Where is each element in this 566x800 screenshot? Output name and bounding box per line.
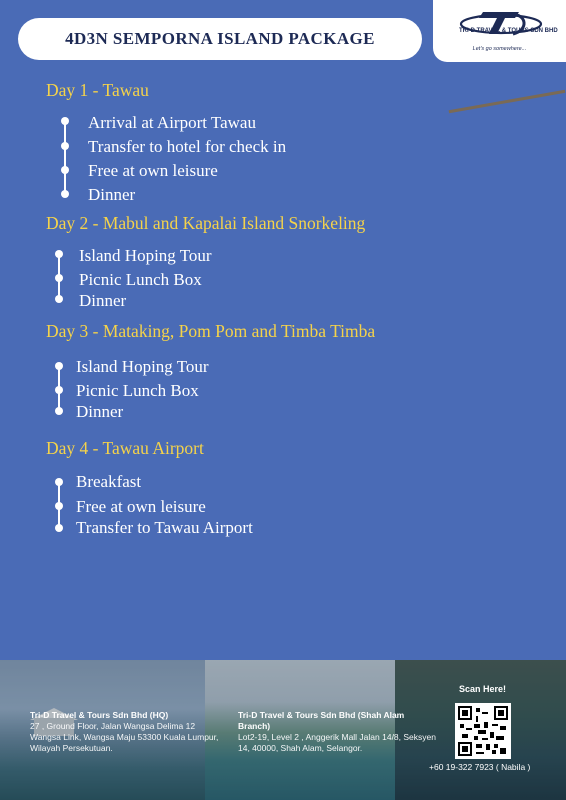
office-address: Lot2-19, Level 2 , Anggerik Mall Jalan 14/8, Seksyen 14, 40000, Shah Alam, Selangor. bbox=[238, 732, 436, 753]
list-item: Picnic Lunch Box bbox=[79, 270, 202, 289]
timeline-dot bbox=[55, 524, 63, 532]
logo-name: TRI-D TRAVEL & TOURS SDN BHD bbox=[459, 28, 558, 34]
timeline-dot bbox=[55, 386, 63, 394]
timeline-dot bbox=[61, 166, 69, 174]
timeline-dot bbox=[55, 295, 63, 303]
qr-code[interactable] bbox=[455, 703, 511, 759]
contact-phone: +60 19-322 7923 ( Nabila ) bbox=[429, 762, 531, 772]
office-address: 27 , Ground Floor, Jalan Wangsa Delima 12 Wangsa Link, Wangsa Maju 53300 Kuala Lumpur, Wilayah Persekutuan. bbox=[30, 721, 219, 753]
page-title: 4D3N SEMPORNA ISLAND PACKAGE bbox=[18, 18, 422, 60]
logo-icon bbox=[455, 8, 547, 44]
list-item: Free at own leisure bbox=[76, 497, 206, 516]
timeline-dot bbox=[55, 478, 63, 486]
timeline-line bbox=[64, 121, 66, 195]
timeline-dot bbox=[61, 142, 69, 150]
list-item: Breakfast bbox=[76, 472, 142, 491]
timeline-dot bbox=[55, 502, 63, 510]
office-hq bbox=[30, 710, 220, 754]
list-item: Transfer to Tawau Airport bbox=[76, 518, 253, 537]
pier-shape bbox=[449, 90, 566, 113]
scan-label: Scan Here! bbox=[459, 684, 507, 694]
company-logo bbox=[433, 0, 566, 62]
list-item: Dinner bbox=[88, 185, 136, 204]
timeline-dot bbox=[55, 250, 63, 258]
office-name: Tri-D Travel & Tours Sdn Bhd (HQ) bbox=[30, 710, 169, 720]
list-item: Island Hoping Tour bbox=[79, 246, 212, 265]
day-4-heading: Day 4 - Tawau Airport bbox=[46, 438, 204, 458]
timeline-dot bbox=[55, 362, 63, 370]
list-item: Dinner bbox=[76, 402, 124, 421]
office-name: Tri-D Travel & Tours Sdn Bhd (Shah Alam Branch) bbox=[238, 710, 405, 731]
office-shah-alam bbox=[238, 710, 438, 754]
list-item: Free at own leisure bbox=[88, 161, 218, 180]
timeline-dot bbox=[61, 190, 69, 198]
list-item: Picnic Lunch Box bbox=[76, 381, 199, 400]
timeline-dot bbox=[55, 274, 63, 282]
day-1-heading: Day 1 - Tawau bbox=[46, 80, 149, 100]
logo-tagline: Let's go somewhere... bbox=[472, 46, 527, 52]
day-3-heading: Day 3 - Mataking, Pom Pom and Timba Timba bbox=[46, 321, 376, 341]
timeline-dot bbox=[55, 407, 63, 415]
list-item: Island Hoping Tour bbox=[76, 357, 209, 376]
list-item: Transfer to hotel for check in bbox=[88, 137, 287, 156]
qr-code-icon bbox=[458, 706, 508, 756]
list-item: Dinner bbox=[79, 291, 127, 310]
list-item: Arrival at Airport Tawau bbox=[88, 113, 256, 132]
day-2-heading: Day 2 - Mabul and Kapalai Island Snorkeling bbox=[46, 213, 366, 233]
timeline-dot bbox=[61, 117, 69, 125]
